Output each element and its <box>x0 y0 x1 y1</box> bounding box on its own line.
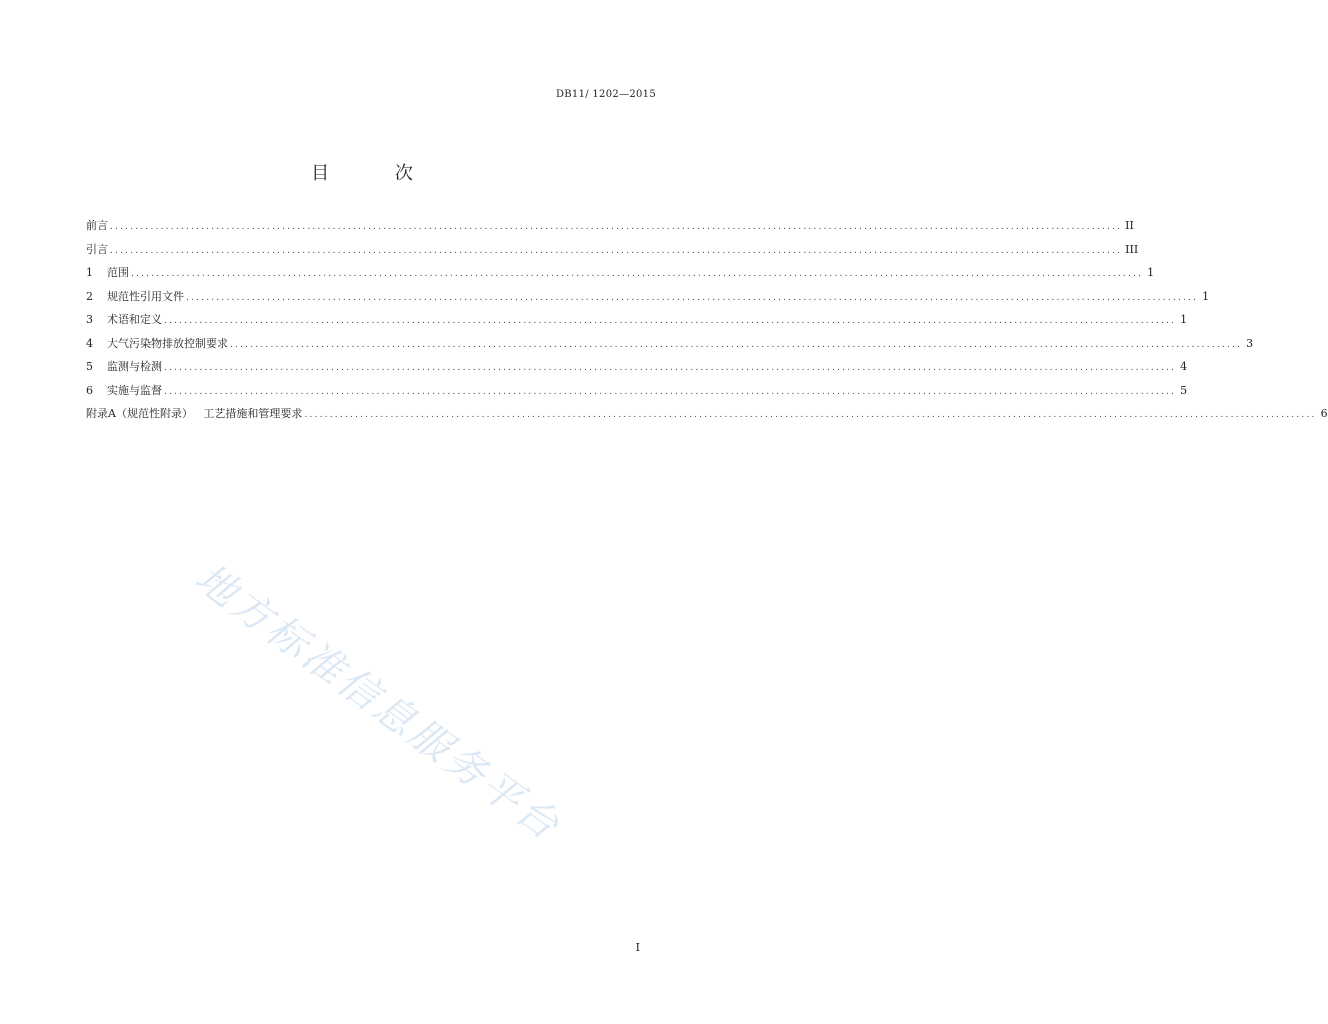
toc-entry-number: 5 <box>86 360 93 373</box>
toc-entry-label: 附录A（规范性附录） 工艺措施和管理要求 <box>86 407 303 420</box>
toc-entry-page: II <box>1125 219 1134 232</box>
page-number: I <box>635 941 640 954</box>
dot-leader: ........................................................................................................................................................................................................ <box>131 269 1144 279</box>
toc-entry-label: 术语和定义 <box>107 313 162 326</box>
toc-entry-emission-control[interactable] <box>86 335 1254 359</box>
toc-entry-number: 3 <box>86 313 93 326</box>
toc-entry-label: 监测与检测 <box>107 360 162 373</box>
toc-entry-label: 规范性引用文件 <box>107 289 184 303</box>
dot-leader: ........................................................................................................................................................................................................ <box>230 339 1243 350</box>
dot-leader: ........................................................................................................................................................................................................ <box>186 292 1199 303</box>
toc-entry-monitoring[interactable] <box>86 358 1188 382</box>
toc-entry-page: 3 <box>1246 336 1254 350</box>
toc-entry-number: 2 <box>86 289 93 303</box>
page-title: 目 次 <box>311 163 443 184</box>
dot-leader: ........................................................................................................................................................................................................ <box>110 245 1123 256</box>
toc-entry-page: 1 <box>1147 266 1155 279</box>
toc-entry-label: 实施与监督 <box>107 383 162 397</box>
toc-entry-label: 前言 <box>86 219 108 232</box>
dot-leader: ........................................................................................................................................................................................................ <box>164 316 1177 326</box>
toc-entry-page: 5 <box>1180 383 1188 397</box>
toc-entry-label: 范围 <box>107 266 129 279</box>
toc-entry-page: 1 <box>1202 289 1210 303</box>
toc-entry-number: 6 <box>86 383 93 397</box>
toc-entry-label: 引言 <box>86 242 108 256</box>
toc-entry-page: 6 <box>1320 407 1328 420</box>
dot-leader: ........................................................................................................................................................................................................ <box>110 222 1123 232</box>
toc-entry-normative-references[interactable] <box>86 288 1210 312</box>
toc-entry-page: III <box>1125 242 1139 256</box>
toc-entry-implementation[interactable] <box>86 382 1188 406</box>
dot-leader: ........................................................................................................................................................................................................ <box>164 386 1177 397</box>
toc-entry-label: 大气污染物排放控制要求 <box>107 336 228 350</box>
toc-entry-appendix-a[interactable] <box>86 405 1328 429</box>
table-of-contents <box>86 217 1328 429</box>
toc-entry-number: 4 <box>86 336 93 350</box>
dot-leader: ........................................................................................................................................................................................................ <box>164 363 1177 373</box>
dot-leader: ........................................................................................................................................................................................................ <box>304 410 1317 420</box>
toc-entry-scope[interactable] <box>86 264 1155 288</box>
toc-entry-terms-definitions[interactable] <box>86 311 1188 335</box>
toc-entry-introduction[interactable] <box>86 241 1139 265</box>
toc-entry-page: 1 <box>1180 313 1188 326</box>
watermark: 地方标准信息服务平台 <box>186 554 570 851</box>
toc-entry-foreword[interactable] <box>86 217 1134 241</box>
toc-entry-page: 4 <box>1180 360 1188 373</box>
standard-code: DB11/ 1202—2015 <box>555 89 656 100</box>
toc-entry-number: 1 <box>86 266 93 279</box>
